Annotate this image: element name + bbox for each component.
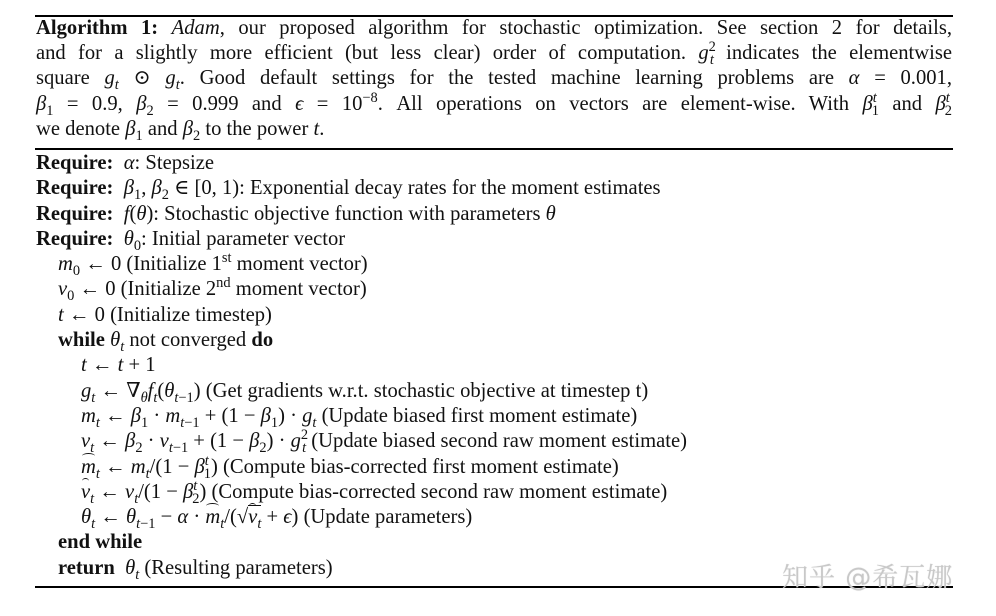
- middle-rule: [35, 148, 953, 150]
- step-gradient: $g_t$ ← $\nabla_\theta f_t(\theta_{t-1})$ (Get gradients w.r.t. stochastic objective at timestep t): [81, 379, 649, 406]
- init-m0: $m_0$ ← 0 (Initialize 1st moment vector): [58, 250, 368, 280]
- return-statement: return $\theta_t$ (Resulting parameters): [58, 556, 333, 583]
- algorithm-caption: [36, 16, 952, 142]
- caption-line-4: $\beta_1 = 0.9$, $\beta_2 = 0.999$ and $\epsilon = 10^{-8}$. All operations on vectors are element-wise. With $\beta^t_1$ and $\beta^t_2$: [36, 89, 952, 119]
- step-bias-correct-v: $v_t$ ← $v_t/(1 - \beta^t_2)$ (Compute bias-corrected second raw moment estimate): [81, 478, 668, 507]
- step-second-moment: $v_t$ ← $\beta_2 \cdot v_{t-1} + (1 - \beta_2) \cdot g^2_t$ (Update biased second raw moment estimate): [81, 427, 688, 457]
- step-bias-correct-m: $m_t$ ← $m_t/(1 - \beta^t_1)$ (Compute bias-corrected first moment estimate): [81, 452, 619, 482]
- require-initial-params: Require: $\theta_0$: Initial parameter vector: [36, 227, 346, 254]
- caption-line-2: and for a slightly more efficient (but less clear) order of computation. $g^2_t$ indicates the elementwise: [36, 39, 952, 69]
- step-first-moment: $m_t$ ← $\beta_1 \cdot m_{t-1} + (1 - \beta_1) \cdot g_t$ (Update biased first moment estimate): [81, 404, 638, 432]
- init-v0: $v_0$ ← 0 (Initialize 2nd moment vector): [58, 275, 367, 305]
- end-while: end while: [58, 531, 143, 554]
- step-increment-t: t ← t + 1: [81, 354, 156, 377]
- algorithm-name: Adam: [171, 17, 220, 39]
- require-decay-rates: Require: $\beta_1$, $\beta_2$ ∈ [0, 1): Exponential decay rates for the moment estimates: [36, 177, 661, 204]
- step-update-params: $\theta_t$ ← $\theta_{t-1} - \alpha \cdot m_t/(√v_t + \epsilon)$ (Update parameters): [81, 506, 473, 533]
- watermark: 知乎 @希瓦娜: [782, 563, 954, 593]
- algorithm-body: [36, 151, 952, 581]
- require-objective: Require: f(θ): Stochastic objective function with parameters θ: [36, 202, 556, 225]
- caption-line-5: we denote $\beta_1$ and $\beta_2$ to the power t.: [36, 117, 325, 144]
- while-header: while $\theta_t$ not converged do: [58, 329, 274, 356]
- require-stepsize: Require: α: Stepsize: [36, 152, 215, 174]
- init-t: t ← 0 (Initialize timestep): [58, 303, 272, 326]
- algorithm-label: Algorithm 1:: [36, 17, 159, 39]
- caption-line-1: Algorithm 1: Adam, our proposed algorithm for stochastic optimization. See section 2 for details,: [36, 17, 952, 39]
- caption-line-3: square $g_t$ ⊙ $g_t$. Good default settings for the tested machine learning problems are α = 0.001,: [36, 67, 952, 94]
